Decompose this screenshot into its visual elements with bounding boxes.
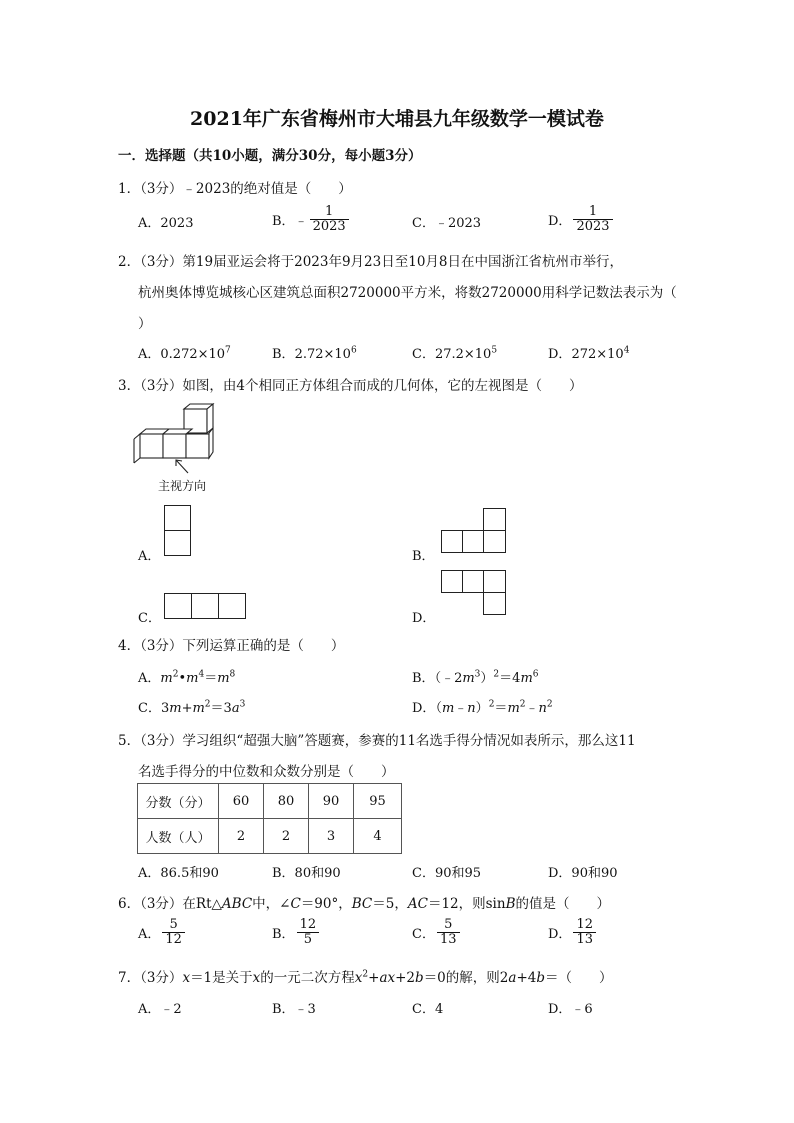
q4-d-n1: n: [467, 701, 476, 716]
q1-stem: 1．（3分）﹣2023的绝对值是（ ）: [118, 181, 352, 197]
q4-a-exp2: 4: [198, 669, 205, 680]
q6-option-a: [138, 918, 187, 946]
q6-option-c: [412, 918, 462, 946]
q6-a-label: A．: [138, 926, 161, 942]
table-cell: 人数（人）: [138, 819, 219, 854]
q2-d-base: 272×10: [571, 347, 624, 362]
q1-d-numerator: 1: [588, 204, 598, 219]
q7-x2: x: [252, 970, 261, 986]
q2-option-d: [548, 343, 629, 362]
q4-d-label: D．: [412, 701, 436, 716]
table-cell: 2: [264, 819, 309, 854]
q4-b-left: （﹣2: [434, 671, 463, 686]
q3-d-square-bottom: [483, 592, 506, 615]
table-cell: 分数（分）: [138, 784, 219, 819]
q6-c-numerator: 5: [444, 917, 453, 932]
q2-b-label: B．: [272, 347, 295, 362]
q2-d-label: D．: [548, 347, 572, 362]
q2-b-exponent: 6: [350, 345, 357, 356]
q2-c-exponent: 5: [491, 345, 498, 356]
q6-d-numerator: 12: [576, 917, 593, 932]
q7-a: a: [508, 970, 517, 986]
q6-stem: [118, 892, 610, 912]
q4-d-exp1: 2: [488, 699, 495, 710]
q3-d-square-1: [441, 570, 463, 593]
q4-a-m3: m: [217, 671, 230, 686]
q7-text-1: 7．（3分）: [118, 970, 183, 986]
q6-text-3: ＝90°，: [300, 896, 352, 912]
q4-c-coef: 3: [160, 701, 170, 716]
q7-text-7: +4: [516, 970, 537, 986]
q4-a-exp3: 8: [229, 669, 236, 680]
q4-c-m2: m: [192, 701, 205, 716]
q3-d-square-3: [483, 570, 506, 593]
q6-c-denominator: 13: [437, 932, 460, 947]
q4-d-n2: n: [538, 701, 547, 716]
q6-b-denominator: 5: [297, 932, 320, 947]
q7-text-8: ＝（ ）: [545, 970, 613, 986]
q4-b-right: ）: [480, 671, 494, 686]
q6-d-label: D．: [548, 926, 572, 942]
q5-option-d: D．90和90: [548, 866, 618, 881]
table-cell: 4: [354, 819, 402, 854]
q6-option-b: [272, 918, 321, 946]
q7-x3: x: [354, 970, 363, 986]
q3-a-square-top: [164, 505, 191, 531]
q6-text-1: 6．（3分）在Rt△: [118, 896, 222, 912]
q4-d-exp3: 2: [546, 699, 553, 710]
q1-b-denominator: 2023: [310, 219, 349, 234]
q7-x: x: [182, 970, 191, 986]
q7-stem: [118, 966, 613, 986]
cube-row-top-2: [163, 429, 192, 434]
q4-a-equals: ＝: [204, 671, 218, 686]
q4-c-exp2: 3: [239, 699, 246, 710]
q6-c-label: C．: [412, 926, 435, 942]
q4-c-plus: +: [181, 701, 193, 716]
q2-c-base: 27.2×10: [434, 347, 492, 362]
q1-b-sign: ﹣: [294, 213, 308, 229]
q4-option-a: [138, 667, 235, 686]
q3-direction-label: 主视方向: [158, 479, 207, 493]
q6-b-numerator: 12: [299, 917, 317, 932]
q4-b-exp2: 2: [493, 669, 500, 680]
q3-c-square-2: [191, 593, 219, 619]
q1-d-label: D．: [548, 213, 572, 229]
q7-ax: ax: [379, 970, 396, 986]
q6-d-denominator: 13: [573, 932, 596, 947]
q7-b: b: [415, 970, 424, 986]
q1-option-a: A．2023: [138, 216, 194, 231]
exam-title: 2021年广东省梅州市大埔县九年级数学一模试卷: [190, 108, 604, 130]
q7-text-2: ＝1是关于: [190, 970, 253, 986]
q6-text-6: 的值是（ ）: [515, 896, 610, 912]
q3-stem: 3．（3分）如图，由4个相同正方体组合而成的几何体，它的左视图是（ ）: [118, 378, 583, 394]
section-heading: 一．选择题（共10小题，满分30分，每小题3分）: [118, 148, 422, 164]
q5-option-b: B．80和90: [272, 866, 341, 881]
q7-text-5: +2: [395, 970, 416, 986]
q6-c: C: [290, 896, 301, 912]
q5-score-table: [137, 783, 402, 854]
q4-c-exp1: 2: [204, 699, 211, 710]
q6-b-label: B．: [272, 926, 295, 942]
q4-b-label: B．: [412, 671, 435, 686]
q3-c-square-3: [218, 593, 246, 619]
q4-b-m1: m: [462, 671, 475, 686]
q6-option-d: [548, 918, 598, 946]
q4-d-minus2: ﹣: [525, 701, 539, 716]
q2-d-exponent: 4: [623, 345, 630, 356]
q6-a-numerator: 5: [169, 917, 178, 932]
q2-line-1: 2．（3分）第19届亚运会将于2023年9月23日至10月8日在中国浙江省杭州市举行，: [118, 254, 623, 270]
q2-option-c: [412, 343, 497, 362]
q2-a-base: 0.272×10: [160, 347, 226, 362]
q4-a-m2: m: [186, 671, 199, 686]
q7-text-6: ＝0的解，则2: [423, 970, 509, 986]
q4-option-d: [412, 697, 553, 716]
q2-line-3: ）: [138, 316, 152, 332]
cube-front-1: [140, 434, 163, 458]
q4-c-a: a: [231, 701, 240, 716]
q4-c-m1: m: [169, 701, 182, 716]
q4-a-m1: m: [160, 671, 173, 686]
table-row: [138, 784, 402, 819]
table-cell: 60: [219, 784, 264, 819]
q7-option-b: B．﹣3: [272, 1002, 316, 1017]
q2-option-b: [272, 343, 357, 362]
q4-d-minus: ﹣: [454, 701, 468, 716]
q4-stem: 4．（3分）下列运算正确的是（ ）: [118, 638, 345, 654]
q4-a-label: A．: [138, 671, 161, 686]
q4-b-m2: m: [520, 671, 533, 686]
cube-front-side: [209, 428, 213, 458]
q5-option-a: A．86.5和90: [138, 866, 219, 881]
cube-front-3: [186, 434, 209, 458]
q3-b-square-3: [483, 530, 506, 553]
q7-exp: 2: [362, 969, 369, 980]
q4-option-c: [138, 697, 245, 716]
q4-b-equals: ＝4: [499, 671, 521, 686]
q4-d-m1: m: [441, 701, 455, 716]
cube-front-2: [163, 434, 186, 458]
q2-c-label: C．: [412, 347, 435, 362]
q4-b-exp3: 6: [532, 669, 539, 680]
q6-text-4: ＝5，: [372, 896, 408, 912]
q3-a-square-bottom: [164, 530, 191, 556]
q7-b2: b: [536, 970, 545, 986]
q3-d-square-2: [462, 570, 484, 593]
table-cell: 90: [309, 784, 354, 819]
q7-option-d: D．﹣6: [548, 1002, 593, 1017]
table-cell: 80: [264, 784, 309, 819]
q4-d-m2: m: [507, 701, 520, 716]
q5-line-1: 5．（3分）学习组织“超强大脑”答题赛，参赛的11名选手得分情况如表所示，那么这11: [118, 733, 636, 749]
q3-option-a-label: A．: [138, 549, 161, 564]
q6-a-denominator: 12: [162, 932, 185, 947]
q4-d-equals: ＝: [494, 701, 508, 716]
q6-text-2: 中，∠: [252, 896, 291, 912]
q4-c-label: C．: [138, 701, 161, 716]
q5-option-c: C．90和95: [412, 866, 482, 881]
q4-c-equals: ＝3: [210, 701, 232, 716]
q4-b-exp1: 3: [474, 669, 481, 680]
q6-abc: ABC: [221, 896, 253, 912]
q6-b: B: [505, 896, 516, 912]
q4-option-b: [412, 667, 539, 686]
q4-d-exp2: 2: [519, 699, 526, 710]
q3-option-c-label: C．: [138, 611, 161, 626]
q6-bc: BC: [351, 896, 373, 912]
table-cell: 3: [309, 819, 354, 854]
q6-text-5: ＝12，则sin: [427, 896, 506, 912]
q4-d-left: （: [435, 701, 442, 716]
q1-b-label: B．: [272, 213, 295, 229]
q7-option-a: A．﹣2: [138, 1002, 182, 1017]
q4-a-dot: •: [178, 671, 187, 686]
q1-option-d: [548, 205, 615, 233]
q1-b-numerator: 1: [324, 204, 334, 219]
q3-b-square-top: [483, 508, 506, 531]
q1-option-c: C．﹣2023: [412, 216, 482, 231]
q3-option-d-label: D．: [412, 611, 436, 626]
table-cell: 95: [354, 784, 402, 819]
q4-a-exp1: 2: [172, 669, 179, 680]
q2-line-2: 杭州奥体博览城核心区建筑总面积2720000平方米，将数2720000用科学记数法表示为（: [138, 285, 677, 301]
q7-text-4: +: [368, 970, 380, 986]
q6-ac: AC: [407, 896, 428, 912]
q3-b-square-2: [462, 530, 484, 553]
q3-b-square-1: [441, 530, 463, 553]
q2-option-a: [138, 343, 231, 362]
q2-a-exponent: 7: [225, 345, 231, 356]
q5-line-2: 名选手得分的中位数和众数分别是（ ）: [138, 764, 395, 780]
q1-d-denominator: 2023: [573, 219, 612, 234]
view-direction-arrow: [176, 460, 188, 473]
q3-option-b-label: B．: [412, 549, 435, 564]
q3-c-square-1: [164, 593, 192, 619]
q2-a-label: A．: [138, 347, 161, 362]
q7-option-c: C．4: [412, 1002, 444, 1017]
table-row: [138, 819, 402, 854]
q4-d-right: ）: [475, 701, 489, 716]
table-cell: 2: [219, 819, 264, 854]
q1-option-b: [272, 205, 351, 233]
q2-b-base: 2.72×10: [294, 347, 351, 362]
q7-text-3: 的一元二次方程: [260, 970, 355, 986]
